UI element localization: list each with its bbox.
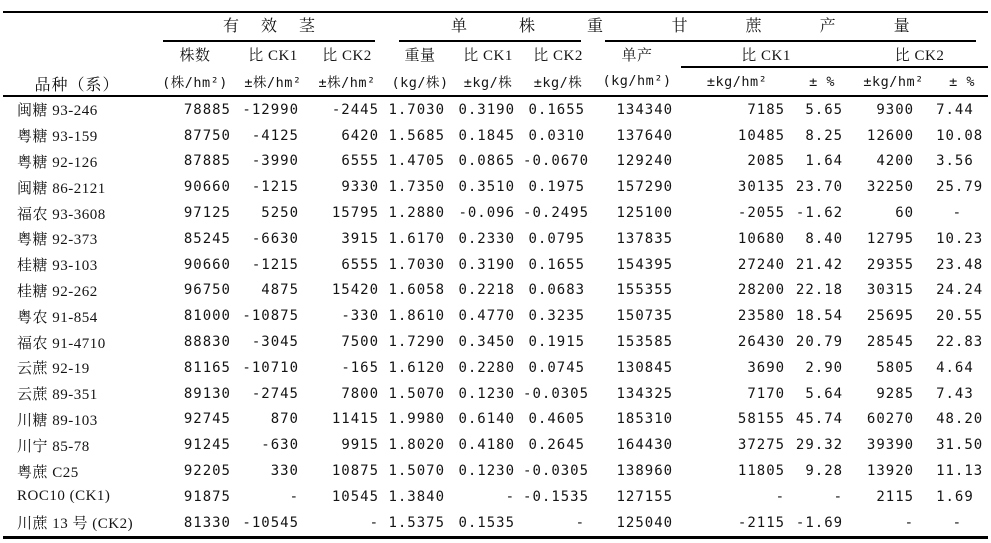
value-cell: 5.65 bbox=[805, 101, 844, 118]
value-cell: 20.55 bbox=[936, 308, 984, 325]
value-cell: 22.83 bbox=[936, 334, 984, 351]
table-row bbox=[3, 123, 988, 149]
value-cell: - bbox=[833, 488, 844, 505]
variety-cell: 川宁 85-78 bbox=[17, 438, 90, 455]
value-cell: 4875 bbox=[261, 282, 299, 299]
value-cell: - bbox=[505, 488, 516, 505]
value-cell: 0.1845 bbox=[458, 127, 516, 144]
variety-cell: 粤农 91-854 bbox=[17, 309, 98, 326]
value-cell: 7500 bbox=[341, 334, 380, 351]
value-cell: 1.5070 bbox=[388, 385, 446, 402]
value-cell: -1.62 bbox=[795, 205, 844, 222]
value-cell: 9330 bbox=[341, 179, 380, 196]
table-row bbox=[3, 303, 988, 329]
value-cell: -10875 bbox=[242, 308, 299, 325]
value-cell: 37275 bbox=[737, 437, 786, 454]
value-cell: 0.4770 bbox=[458, 308, 516, 325]
unit-yield-vs-ck2-pct: ± % bbox=[949, 73, 976, 90]
variety-cell: 桂糖 92-262 bbox=[17, 283, 98, 300]
value-cell: 0.0745 bbox=[528, 359, 586, 376]
col-header-weight-vs-ck1: 比 CK1 bbox=[463, 48, 513, 64]
value-cell: 7170 bbox=[747, 385, 786, 402]
variety-cell: ROC10 (CK1) bbox=[17, 488, 111, 505]
value-cell: 870 bbox=[270, 411, 299, 428]
value-cell: 97125 bbox=[183, 205, 231, 222]
value-cell: 91245 bbox=[183, 437, 231, 454]
value-cell: 58155 bbox=[737, 411, 786, 428]
value-cell: 78885 bbox=[183, 101, 231, 118]
value-cell: 21.42 bbox=[795, 256, 844, 273]
value-cell: - bbox=[904, 514, 915, 531]
value-cell: 125040 bbox=[616, 514, 674, 531]
variety-cell: 闽糖 93-246 bbox=[17, 103, 98, 120]
value-cell: 185310 bbox=[616, 411, 674, 428]
value-cell: 0.1655 bbox=[528, 256, 586, 273]
table-row bbox=[3, 355, 988, 381]
table-row bbox=[3, 278, 988, 304]
value-cell: -165 bbox=[341, 359, 380, 376]
value-cell: 23.70 bbox=[795, 179, 844, 196]
unit-stems-vs-ck2: ±株/hm² bbox=[318, 75, 376, 91]
value-cell: 90660 bbox=[183, 179, 231, 196]
value-cell: - bbox=[575, 514, 586, 531]
value-cell: 0.1535 bbox=[458, 514, 516, 531]
value-cell: 11.13 bbox=[936, 463, 984, 480]
value-cell: 24.24 bbox=[936, 282, 984, 299]
value-cell: 1.6058 bbox=[388, 282, 446, 299]
value-cell: 137835 bbox=[616, 230, 674, 247]
value-cell: 10680 bbox=[737, 230, 786, 247]
value-cell: 150735 bbox=[616, 308, 674, 325]
value-cell: 13920 bbox=[866, 463, 915, 480]
value-cell: 8.40 bbox=[805, 230, 844, 247]
col-header-yield-vs-ck1: 比 CK1 bbox=[681, 42, 851, 67]
value-cell: 11805 bbox=[737, 463, 786, 480]
variety-cell: 粤蔗 C25 bbox=[17, 464, 79, 481]
value-cell: 9285 bbox=[876, 385, 915, 402]
value-cell: 26430 bbox=[737, 334, 786, 351]
value-cell: -3045 bbox=[251, 334, 299, 351]
table-row bbox=[3, 226, 988, 252]
value-cell: - bbox=[369, 514, 380, 531]
value-cell: 0.0865 bbox=[458, 153, 516, 170]
value-cell: 0.3190 bbox=[458, 101, 516, 118]
value-cell: 134325 bbox=[616, 385, 674, 402]
col-header-weight: 重量 bbox=[404, 48, 436, 64]
value-cell: 1.5375 bbox=[388, 514, 446, 531]
value-cell: 10875 bbox=[331, 463, 380, 480]
value-cell: -10710 bbox=[242, 359, 299, 376]
value-cell: 27240 bbox=[737, 256, 786, 273]
table-body bbox=[3, 96, 988, 537]
value-cell: 2085 bbox=[747, 153, 786, 170]
value-cell: 154395 bbox=[616, 256, 674, 273]
value-cell: 1.9980 bbox=[388, 411, 446, 428]
value-cell: 5250 bbox=[261, 205, 299, 222]
value-cell: 157290 bbox=[616, 179, 674, 196]
value-cell: 88830 bbox=[183, 334, 231, 351]
unit-yield-vs-ck1-kg: ±kg/hm² bbox=[706, 73, 768, 90]
value-cell: 9.28 bbox=[805, 463, 844, 480]
value-cell: 48.20 bbox=[936, 411, 984, 428]
value-cell: 15795 bbox=[331, 205, 380, 222]
variety-cell: 粤糖 93-159 bbox=[17, 129, 98, 146]
value-cell: - bbox=[775, 488, 786, 505]
table-row bbox=[3, 458, 988, 484]
variety-cell: 粤糖 92-373 bbox=[17, 232, 98, 249]
value-cell: 0.0795 bbox=[528, 230, 586, 247]
value-cell: - bbox=[289, 488, 299, 505]
value-cell: 12600 bbox=[866, 127, 915, 144]
col-header-stems-vs-ck2: 比 CK2 bbox=[322, 48, 372, 64]
value-cell: 22.18 bbox=[795, 282, 844, 299]
value-cell: 32250 bbox=[866, 179, 915, 196]
value-cell: -1215 bbox=[251, 256, 299, 273]
value-cell: 3.56 bbox=[936, 153, 974, 170]
value-cell: 1.5685 bbox=[388, 127, 446, 144]
sugarcane-variety-comparison-table bbox=[3, 11, 988, 539]
table-row bbox=[3, 149, 988, 175]
value-cell: - bbox=[952, 205, 963, 222]
value-cell: - bbox=[952, 514, 963, 531]
value-cell: -2115 bbox=[737, 514, 786, 531]
value-cell: 134340 bbox=[616, 101, 674, 118]
value-cell: 0.1655 bbox=[528, 101, 586, 118]
unit-weight: (kg/株) bbox=[391, 75, 449, 91]
value-cell: -1.69 bbox=[795, 514, 844, 531]
table-row bbox=[3, 381, 988, 407]
variety-cell: 川蔗 13 号 (CK2) bbox=[17, 516, 134, 533]
table-row bbox=[3, 252, 988, 278]
value-cell: -0.096 bbox=[458, 205, 516, 222]
value-cell: 1.7290 bbox=[388, 334, 446, 351]
value-cell: 11415 bbox=[331, 411, 380, 428]
col-header-yield-vs-ck2: 比 CK2 bbox=[851, 42, 988, 67]
unit-unit-yield: (kg/hm²) bbox=[602, 73, 672, 89]
value-cell: 30315 bbox=[866, 282, 915, 299]
value-cell: 164430 bbox=[616, 437, 674, 454]
value-cell: -0.1535 bbox=[523, 488, 590, 505]
value-cell: 138960 bbox=[616, 463, 674, 480]
value-cell: 8.25 bbox=[805, 127, 844, 144]
col-header-stem-count: 株数 bbox=[179, 48, 211, 64]
value-cell: 81000 bbox=[183, 308, 231, 325]
value-cell: 4200 bbox=[876, 153, 915, 170]
value-cell: -12990 bbox=[242, 101, 299, 118]
table-row bbox=[3, 200, 988, 226]
value-cell: 0.3450 bbox=[458, 334, 516, 351]
value-cell: 1.6120 bbox=[388, 359, 446, 376]
value-cell: 60270 bbox=[866, 411, 915, 428]
value-cell: 125100 bbox=[616, 205, 674, 222]
value-cell: 1.7350 bbox=[388, 179, 446, 196]
value-cell: 0.1230 bbox=[458, 463, 516, 480]
value-cell: 90660 bbox=[183, 256, 231, 273]
variety-cell: 福农 93-3608 bbox=[17, 206, 106, 223]
value-cell: -2745 bbox=[251, 385, 299, 402]
value-cell: 0.3190 bbox=[458, 256, 516, 273]
value-cell: 15420 bbox=[331, 282, 380, 299]
value-cell: 6420 bbox=[341, 127, 380, 144]
value-cell: 4.64 bbox=[936, 359, 974, 376]
value-cell: 130845 bbox=[616, 359, 674, 376]
variety-cell: 桂糖 93-103 bbox=[17, 258, 98, 275]
value-cell: 12795 bbox=[866, 230, 915, 247]
value-cell: 1.5070 bbox=[388, 463, 446, 480]
value-cell: 92745 bbox=[183, 411, 231, 428]
table-row bbox=[3, 174, 988, 200]
value-cell: 1.69 bbox=[936, 488, 974, 505]
variety-cell: 闽糖 86-2121 bbox=[17, 180, 106, 197]
unit-weight-vs-ck2: ±kg/株 bbox=[533, 75, 583, 91]
value-cell: 127155 bbox=[616, 488, 674, 505]
value-cell: 29.32 bbox=[795, 437, 844, 454]
value-cell: 5.64 bbox=[805, 385, 844, 402]
value-cell: 2.90 bbox=[805, 359, 844, 376]
value-cell: 1.4705 bbox=[388, 153, 446, 170]
value-cell: 60 bbox=[895, 205, 915, 222]
value-cell: 91875 bbox=[183, 488, 231, 505]
value-cell: 0.2218 bbox=[458, 282, 516, 299]
value-cell: 5805 bbox=[876, 359, 915, 376]
value-cell: 7800 bbox=[341, 385, 380, 402]
table-row bbox=[3, 96, 988, 123]
value-cell: 31.50 bbox=[936, 437, 984, 454]
value-cell: 89130 bbox=[183, 385, 231, 402]
variety-cell: 粤糖 92-126 bbox=[17, 154, 98, 171]
col-header-variety: 品种（系） bbox=[34, 77, 120, 94]
group-header-single-stalk-weight bbox=[387, 12, 656, 42]
value-cell: 3690 bbox=[747, 359, 786, 376]
group-header-effective-stems bbox=[151, 12, 387, 42]
value-cell: 1.2880 bbox=[388, 205, 446, 222]
variety-cell: 云蔗 92-19 bbox=[17, 361, 90, 378]
value-cell: 1.7030 bbox=[388, 256, 446, 273]
value-cell: 0.0310 bbox=[528, 127, 586, 144]
value-cell: 30135 bbox=[737, 179, 786, 196]
value-cell: -6630 bbox=[251, 230, 299, 247]
value-cell: 0.2645 bbox=[528, 437, 586, 454]
value-cell: -0.0305 bbox=[523, 385, 590, 402]
value-cell: 153585 bbox=[616, 334, 674, 351]
value-cell: 45.74 bbox=[795, 411, 844, 428]
value-cell: 10545 bbox=[331, 488, 380, 505]
unit-yield-vs-ck1-pct: ± % bbox=[809, 73, 835, 90]
value-cell: 0.1230 bbox=[458, 385, 516, 402]
value-cell: 0.3510 bbox=[458, 179, 516, 196]
unit-stems-vs-ck1: ±株/hm² bbox=[244, 75, 302, 91]
value-cell: 6555 bbox=[341, 153, 380, 170]
value-cell: 0.0683 bbox=[528, 282, 586, 299]
col-header-stems-vs-ck1: 比 CK1 bbox=[248, 48, 298, 64]
value-cell: 129240 bbox=[616, 153, 674, 170]
value-cell: 9915 bbox=[341, 437, 380, 454]
value-cell: 87885 bbox=[183, 153, 231, 170]
value-cell: 1.3840 bbox=[388, 488, 446, 505]
value-cell: 330 bbox=[270, 463, 299, 480]
value-cell: 23.48 bbox=[936, 256, 984, 273]
value-cell: 6555 bbox=[341, 256, 380, 273]
value-cell: 1.6170 bbox=[388, 230, 446, 247]
value-cell: 81165 bbox=[183, 359, 231, 376]
value-cell: 0.4180 bbox=[458, 437, 516, 454]
value-cell: 25695 bbox=[866, 308, 915, 325]
value-cell: -2055 bbox=[737, 205, 786, 222]
value-cell: 28545 bbox=[866, 334, 915, 351]
variety-cell: 福农 91-4710 bbox=[17, 335, 106, 352]
value-cell: 155355 bbox=[616, 282, 674, 299]
value-cell: -2445 bbox=[331, 101, 380, 118]
value-cell: -10545 bbox=[242, 514, 299, 531]
value-cell: 2115 bbox=[876, 488, 915, 505]
col-header-weight-vs-ck2: 比 CK2 bbox=[533, 48, 583, 64]
value-cell: 0.2280 bbox=[458, 359, 516, 376]
group-title-cane-yield: 甘蔗产量 bbox=[605, 13, 976, 42]
table-header bbox=[3, 12, 988, 96]
value-cell: 81330 bbox=[183, 514, 231, 531]
table-row bbox=[3, 432, 988, 458]
col-header-unit-yield: 单产 bbox=[621, 48, 653, 64]
value-cell: 92205 bbox=[183, 463, 231, 480]
value-cell: 7.44 bbox=[936, 101, 974, 118]
value-cell: 3915 bbox=[341, 230, 380, 247]
value-cell: -330 bbox=[341, 308, 380, 325]
value-cell: -4125 bbox=[251, 127, 299, 144]
value-cell: 0.1915 bbox=[528, 334, 586, 351]
value-cell: 18.54 bbox=[795, 308, 844, 325]
table-row bbox=[3, 484, 988, 510]
unit-yield-vs-ck2-kg: ±kg/hm² bbox=[863, 73, 924, 90]
table-row bbox=[3, 407, 988, 433]
value-cell: 9300 bbox=[876, 101, 915, 118]
value-cell: -0.0670 bbox=[523, 153, 590, 170]
value-cell: 85245 bbox=[183, 230, 231, 247]
value-cell: 0.1975 bbox=[528, 179, 586, 196]
table-row bbox=[3, 510, 988, 537]
unit-weight-vs-ck1: ±kg/株 bbox=[463, 75, 513, 91]
value-cell: 25.79 bbox=[936, 179, 984, 196]
variety-cell: 川糖 89-103 bbox=[17, 412, 98, 429]
value-cell: 87750 bbox=[183, 127, 231, 144]
value-cell: 28200 bbox=[737, 282, 786, 299]
value-cell: 10.08 bbox=[936, 127, 984, 144]
group-title-single-stalk-weight: 单株重 bbox=[399, 13, 581, 42]
value-cell: 137640 bbox=[616, 127, 674, 144]
value-cell: 1.8020 bbox=[388, 437, 446, 454]
value-cell: 39390 bbox=[866, 437, 915, 454]
value-cell: 0.3235 bbox=[528, 308, 586, 325]
value-cell: -3990 bbox=[251, 153, 299, 170]
value-cell: 1.7030 bbox=[388, 101, 446, 118]
value-cell: 29355 bbox=[866, 256, 915, 273]
value-cell: 0.6140 bbox=[458, 411, 516, 428]
value-cell: -0.0305 bbox=[523, 463, 590, 480]
table-row bbox=[3, 329, 988, 355]
value-cell: 10.23 bbox=[936, 230, 984, 247]
value-cell: 23580 bbox=[737, 308, 786, 325]
value-cell: -630 bbox=[261, 437, 299, 454]
variety-cell: 云蔗 89-351 bbox=[17, 387, 98, 404]
value-cell: 20.79 bbox=[795, 334, 844, 351]
value-cell: 96750 bbox=[183, 282, 231, 299]
value-cell: 0.4605 bbox=[528, 411, 586, 428]
value-cell: -1215 bbox=[251, 179, 299, 196]
value-cell: 1.8610 bbox=[388, 308, 446, 325]
value-cell: 10485 bbox=[737, 127, 786, 144]
value-cell: 7.43 bbox=[936, 385, 974, 402]
unit-stem-count: (株/hm²) bbox=[162, 75, 228, 91]
value-cell: -0.2495 bbox=[523, 205, 590, 222]
group-title-effective-stems: 有效茎 bbox=[163, 13, 375, 42]
value-cell: 0.2330 bbox=[458, 230, 516, 247]
value-cell: 7185 bbox=[747, 101, 786, 118]
value-cell: 1.64 bbox=[805, 153, 844, 170]
